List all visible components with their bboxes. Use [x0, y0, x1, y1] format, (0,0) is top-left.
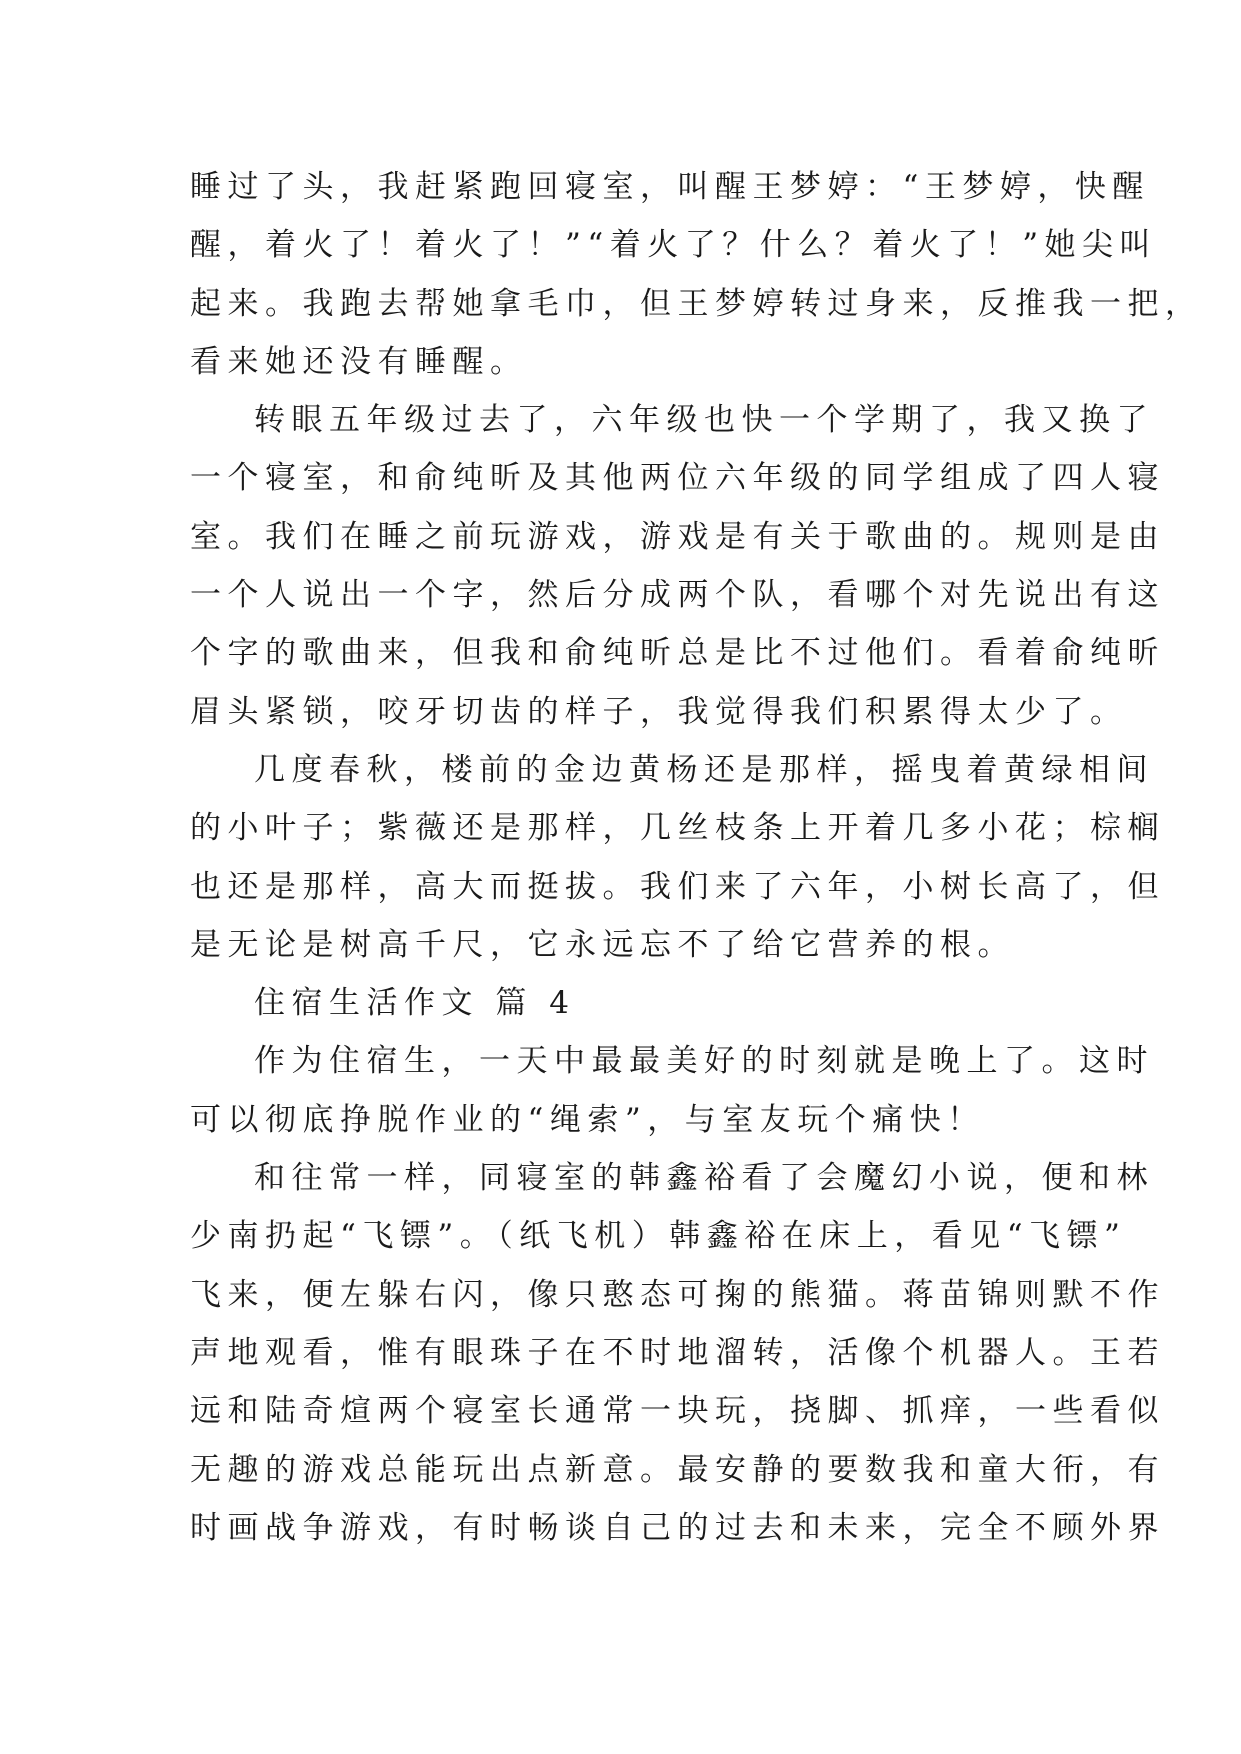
text-line: 起来。我跑去帮她拿毛巾，但王梦婷转过身来，反推我一把， — [190, 285, 1203, 322]
text-line: 无趣的游戏总能玩出点新意。最安静的要数我和童大衎，有 — [190, 1451, 1165, 1488]
document-body — [190, 158, 1203, 1557]
text-line: 醒，着火了！着火了！”“着火了？什么？着火了！”她尖叫 — [190, 227, 1158, 264]
text-line: 睡过了头，我赶紧跑回寝室，叫醒王梦婷：“王梦婷，快醒 — [190, 169, 1150, 205]
text-line: 远和陆奇煊两个寝室长通常一块玩，挠脚、抓痒，一些看似 — [190, 1393, 1165, 1430]
text-line: 眉头紧锁，咬牙切齿的样子，我觉得我们积累得太少了。 — [190, 693, 1128, 730]
paragraph-first-line: 几度春秋，楼前的金边黄杨还是那样，摇曳着黄绿相间 — [254, 751, 1154, 788]
paragraph-first-line: 转眼五年级过去了，六年级也快一个学期了，我又换了 — [254, 402, 1154, 439]
text-line: 的小叶子；紫薇还是那样，几丝枝条上开着几多小花；棕榈 — [190, 810, 1165, 847]
text-line: 也还是那样，高大而挺拔。我们来了六年，小树长高了，但 — [190, 868, 1165, 905]
text-line: 声地观看，惟有眼珠子在不时地溜转，活像个机器人。王若 — [190, 1334, 1165, 1371]
text-line: 一个人说出一个字，然后分成两个队，看哪个对先说出有这 — [190, 577, 1165, 614]
text-line: 时画战争游戏，有时畅谈自己的过去和未来，完全不顾外界 — [190, 1509, 1165, 1546]
paragraph-first-line: 作为住宿生，一天中最最美好的时刻就是晚上了。这时 — [254, 1043, 1154, 1080]
text-line: 看来她还没有睡醒。 — [190, 343, 528, 380]
text-line: 飞来，便左躲右闪，像只憨态可掬的熊猫。蒋苗锦则默不作 — [190, 1276, 1165, 1313]
text-line: 是无论是树高千尺，它永远忘不了给它营养的根。 — [190, 926, 1015, 963]
text-line: 个字的歌曲来，但我和俞纯昕总是比不过他们。看着俞纯昕 — [190, 635, 1165, 672]
text-line: 可以彻底挣脱作业的“绳索”，与室友玩个痛快！ — [190, 1101, 985, 1138]
text-line: 少南扔起“飞镖”。（纸飞机）韩鑫裕在床上，看见“飞镖” — [190, 1218, 1127, 1255]
text-line: 室。我们在睡之前玩游戏，游戏是有关于歌曲的。规则是由 — [190, 518, 1165, 555]
text-line: 一个寝室，和俞纯昕及其他两位六年级的同学组成了四人寝 — [190, 460, 1165, 497]
section-heading: 住宿生活作文 篇 4 — [254, 985, 576, 1022]
paragraph-first-line: 和往常一样，同寝室的韩鑫裕看了会魔幻小说，便和林 — [254, 1160, 1154, 1197]
